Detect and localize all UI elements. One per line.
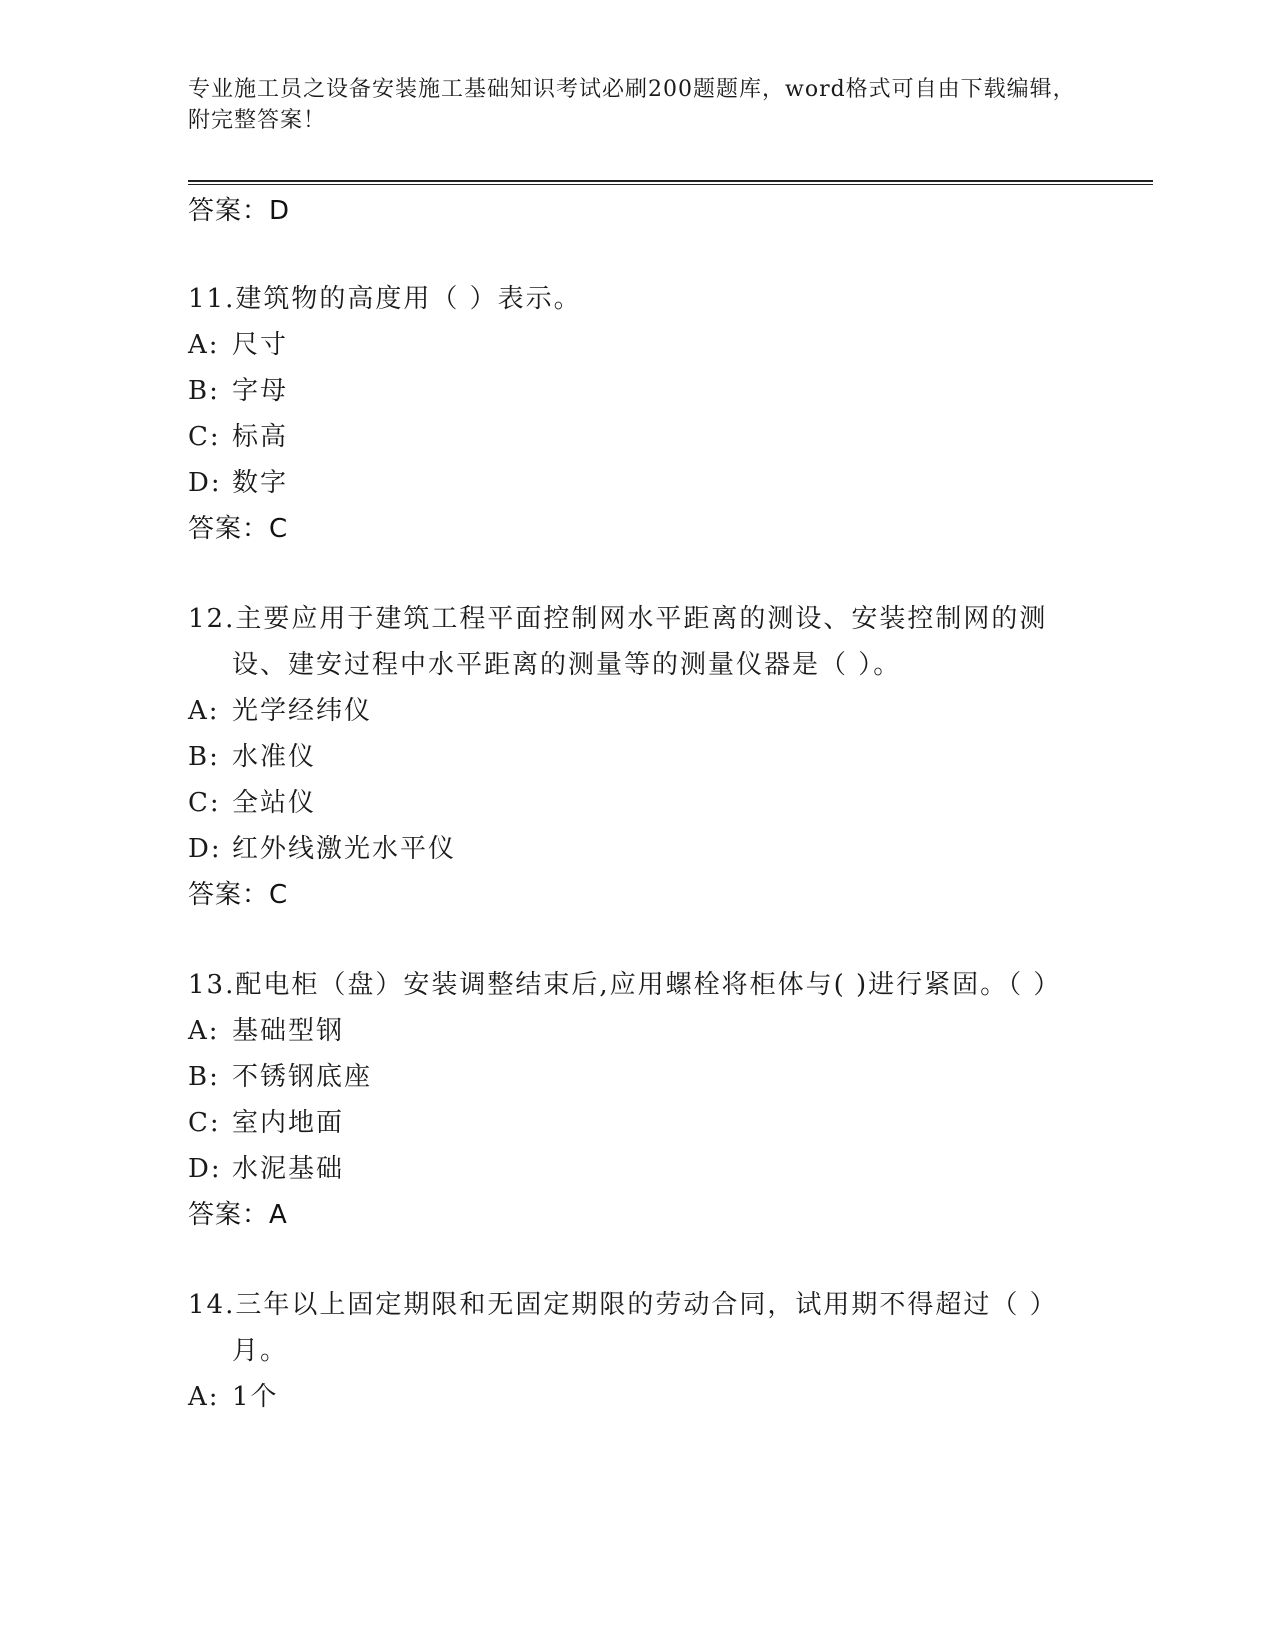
- option-key: C:: [188, 422, 221, 452]
- option-text: 水泥基础: [232, 1154, 345, 1184]
- question-stem: 14.三年以上固定期限和无固定期限的劳动合同，试用期不得超过（ ）月。: [188, 1290, 1058, 1366]
- option-key: B:: [188, 1062, 220, 1092]
- document-title: 专业施工员之设备安装施工基础知识考试必刷200题题库，word格式可自由下载编辑，附完整答案！: [188, 77, 1076, 133]
- option-text: 字母: [232, 376, 289, 406]
- question-13: [188, 962, 1088, 1238]
- option-c: [188, 414, 1088, 460]
- option-a: [188, 1008, 1088, 1054]
- option-c: [188, 1100, 1088, 1146]
- option-text: 红外线激光水平仪: [232, 834, 457, 864]
- option-text: 室内地面: [232, 1108, 345, 1138]
- option-text: 光学经纬仪: [232, 696, 373, 726]
- question-11: [188, 276, 1088, 552]
- question-12: [188, 596, 1088, 918]
- option-key: D:: [188, 834, 222, 864]
- option-key: D:: [188, 1154, 222, 1184]
- option-key: B:: [188, 376, 220, 406]
- question-stem: 13.配电柜（盘）安装调整结束后,应用螺栓将柜体与( )进行紧固。（ ）: [188, 970, 1062, 1000]
- option-b: [188, 368, 1088, 414]
- option-key: D:: [188, 468, 222, 498]
- option-key: C:: [188, 788, 221, 818]
- answer-line: 答案：C: [188, 880, 289, 910]
- option-text: 水准仪: [232, 742, 317, 772]
- option-text: 1个: [232, 1382, 279, 1412]
- question-14: [188, 1282, 1088, 1420]
- option-a: [188, 322, 1088, 368]
- option-b: [188, 1054, 1088, 1100]
- option-text: 全站仪: [232, 788, 317, 818]
- page-header: [188, 74, 1088, 136]
- option-text: 不锈钢底座: [232, 1062, 373, 1092]
- question-stem: 11.建筑物的高度用（ ）表示。: [188, 284, 582, 314]
- answer-line: 答案：C: [188, 514, 289, 544]
- option-a: [188, 1374, 1088, 1420]
- option-text: 标高: [232, 422, 289, 452]
- option-a: [188, 688, 1088, 734]
- option-key: A:: [188, 330, 220, 360]
- option-text: 基础型钢: [232, 1016, 345, 1046]
- option-key: A:: [188, 696, 220, 726]
- option-key: A:: [188, 1016, 220, 1046]
- option-c: [188, 780, 1088, 826]
- option-b: [188, 734, 1088, 780]
- option-key: A:: [188, 1382, 220, 1412]
- question-stem: 12.主要应用于建筑工程平面控制网水平距离的测设、安装控制网的测设、建安过程中水平距离的测量等的测量仪器是（ ）。: [188, 604, 1048, 680]
- option-text: 尺寸: [232, 330, 289, 360]
- option-key: C:: [188, 1108, 221, 1138]
- header-divider: [188, 180, 1153, 185]
- answer-line: 答案：A: [188, 1200, 288, 1230]
- answer-line: 答案：D: [188, 196, 291, 226]
- option-text: 数字: [232, 468, 289, 498]
- option-d: [188, 460, 1088, 506]
- question-list: [188, 188, 1088, 1464]
- option-key: B:: [188, 742, 220, 772]
- option-d: [188, 826, 1088, 872]
- option-d: [188, 1146, 1088, 1192]
